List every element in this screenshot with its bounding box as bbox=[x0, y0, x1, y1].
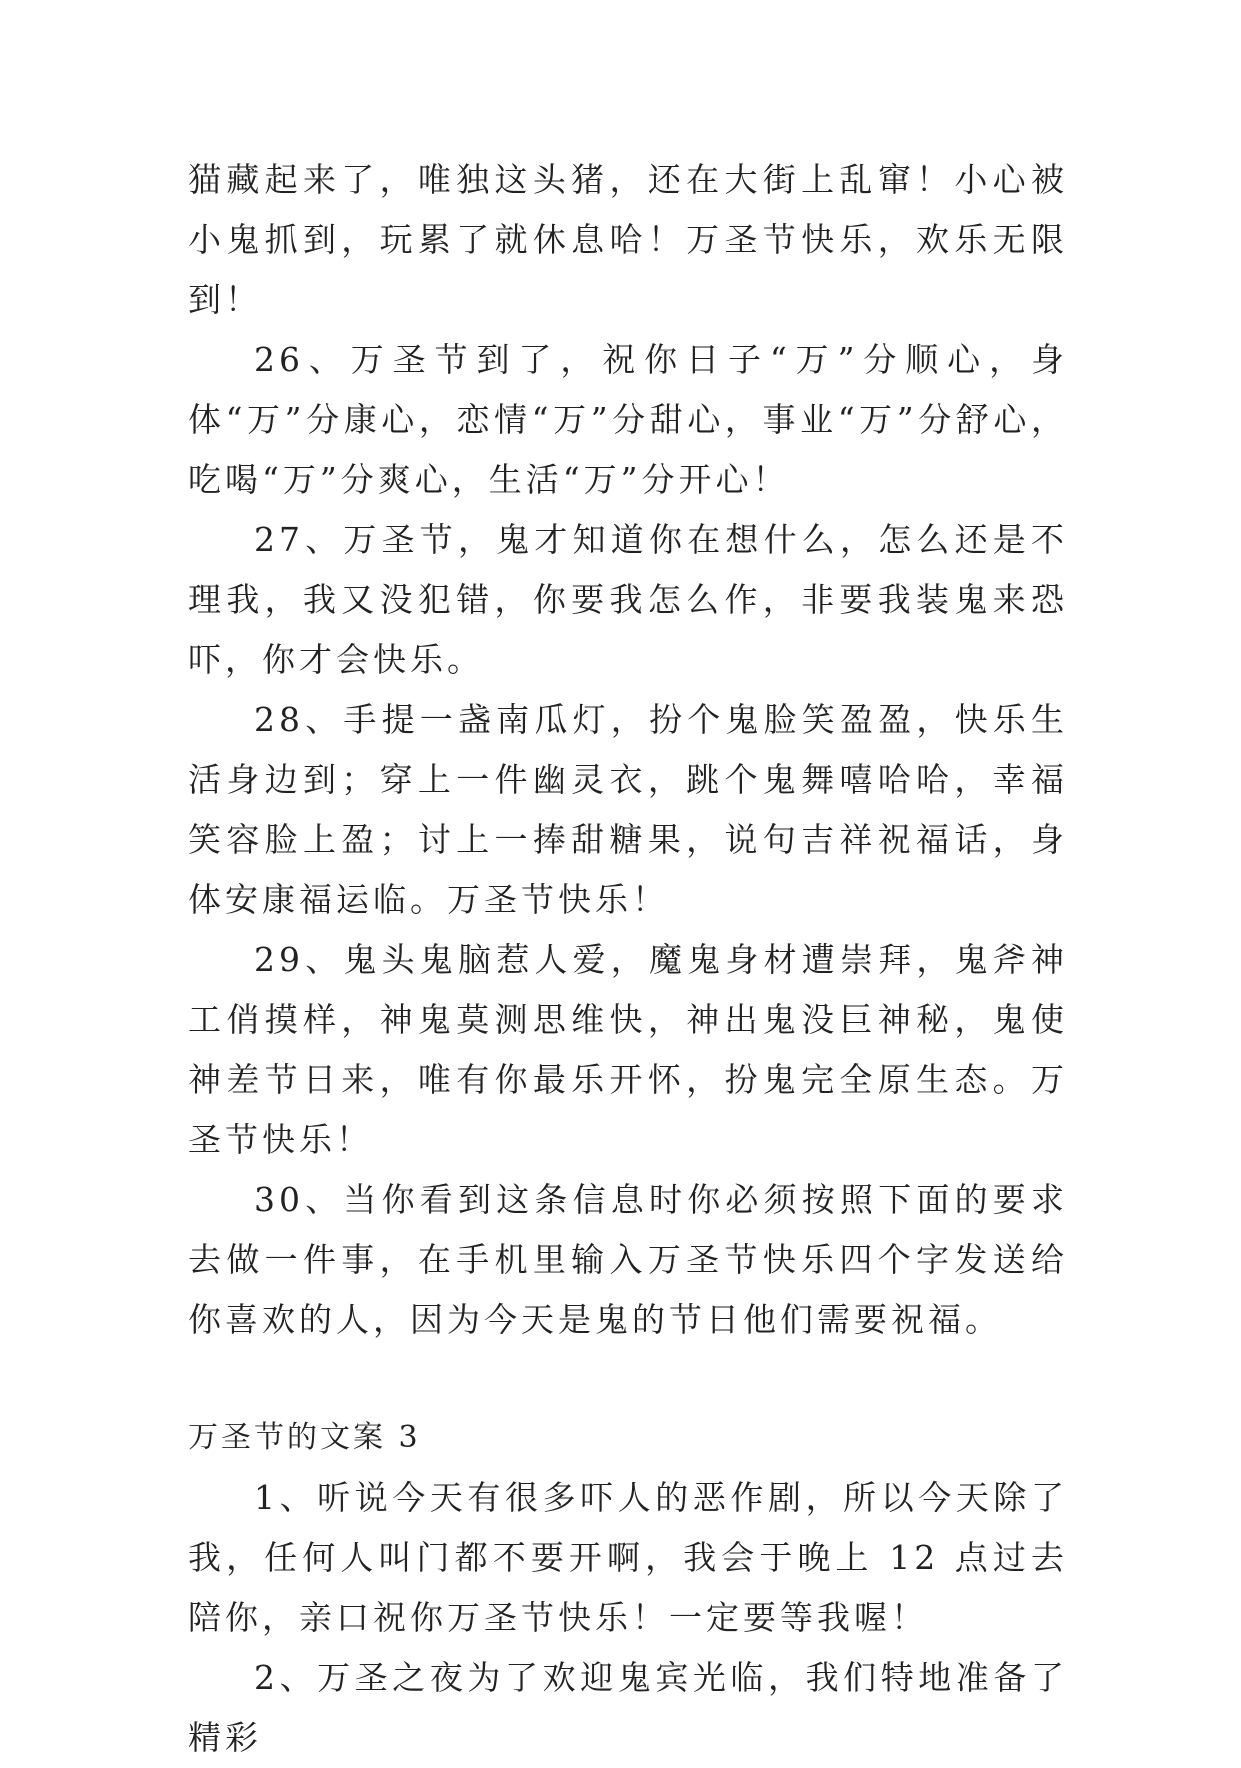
paragraph-continuation: 猫藏起来了，唯独这头猪，还在大街上乱窜！小心被小鬼抓到，玩累了就休息哈！万圣节快乐，欢乐无限到！ bbox=[188, 160, 1068, 319]
paragraph-item-27: 27、万圣节，鬼才知道你在想什么，怎么还是不理我，我又没犯错，你要我怎么作，非要我装鬼来恐吓，你才会快乐。 bbox=[188, 520, 1068, 679]
document-body bbox=[188, 150, 1068, 1768]
paragraph-item-30: 30、当你看到这条信息时你必须按照下面的要求去做一件事，在手机里输入万圣节快乐四个字发送给你喜欢的人，因为今天是鬼的节日他们需要祝福。 bbox=[188, 1180, 1068, 1339]
paragraph-item-2: 2、万圣之夜为了欢迎鬼宾光临，我们特地准备了精彩 bbox=[188, 1658, 1068, 1757]
paragraph-item-29: 29、鬼头鬼脑惹人爱，魔鬼身材遭崇拜，鬼斧神工俏摸样，神鬼莫测思维快，神出鬼没巨神秘，鬼使神差节日来，唯有你最乐开怀，扮鬼完全原生态。万圣节快乐！ bbox=[188, 940, 1068, 1159]
paragraph-item-1: 1、听说今天有很多吓人的恶作剧，所以今天除了我，任何人叫门都不要开啊，我会于晚上 12 点过去陪你，亲口祝你万圣节快乐！一定要等我喔！ bbox=[188, 1478, 1068, 1637]
paragraph-item-26: 26、万圣节到了，祝你日子“万”分顺心，身体“万”分康心，恋情“万”分甜心，事业“万”分舒心，吃喝“万”分爽心，生活“万”分开心！ bbox=[188, 340, 1068, 499]
section-heading: 万圣节的文案 3 bbox=[188, 1420, 421, 1455]
paragraph-item-28: 28、手提一盏南瓜灯，扮个鬼脸笑盈盈，快乐生活身边到；穿上一件幽灵衣，跳个鬼舞嘻哈哈，幸福笑容脸上盈；讨上一捧甜糖果，说句吉祥祝福话，身体安康福运临。万圣节快乐！ bbox=[188, 700, 1068, 919]
